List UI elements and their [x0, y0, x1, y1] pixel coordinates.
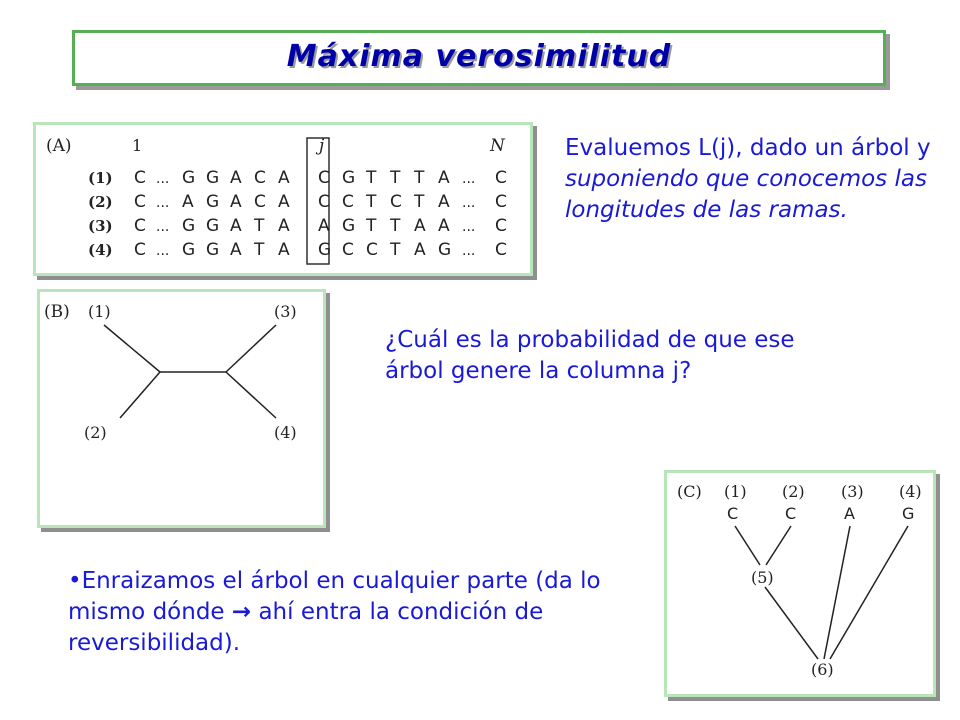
branch-4-6 [830, 526, 908, 659]
nucleotide: G [206, 168, 220, 188]
nucleotide: A [278, 192, 290, 212]
nucleotide: T [390, 168, 401, 188]
rooted-tree-branches [735, 526, 908, 659]
nucleotide: C [342, 192, 354, 212]
rooting-bullet-text [68, 566, 658, 659]
sequence-ellipsis: ... [462, 243, 476, 259]
leaf-name-1: (1) [724, 482, 747, 501]
nucleotide: A [278, 240, 290, 260]
branch-1-5 [735, 526, 760, 565]
nucleotide: A [230, 192, 242, 212]
arrow-icon: → [231, 599, 252, 625]
leaf-name-4: (4) [899, 482, 922, 501]
nucleotide: T [390, 240, 401, 260]
panel-c-label: (C) [677, 482, 702, 501]
branch-2 [120, 372, 160, 418]
sequence-ellipsis: ... [462, 171, 476, 187]
nucleotide: C [318, 168, 330, 188]
unrooted-tree-figure [40, 292, 323, 525]
nucleotide: G [206, 216, 220, 236]
branch-5-6 [765, 587, 818, 659]
nucleotide: C [134, 192, 146, 212]
nucleotide: T [254, 216, 265, 236]
nucleotide: A [230, 168, 242, 188]
nucleotide: C [495, 168, 507, 188]
nucleotide: T [366, 216, 377, 236]
leaf-label-2: (2) [84, 423, 107, 442]
leaf-base-3: A [844, 504, 855, 523]
nucleotide: A [438, 192, 450, 212]
leaf-label-1: (1) [88, 302, 111, 321]
nucleotide: C [134, 216, 146, 236]
nucleotide: C [366, 240, 378, 260]
nucleotide: G [206, 192, 220, 212]
nucleotide: T [366, 168, 377, 188]
nucleotide: G [206, 240, 220, 260]
leaf-name-2: (2) [782, 482, 805, 501]
leaf-base-4: G [902, 504, 915, 523]
title-box [72, 30, 886, 86]
rooting-text-before: •Enraizamos el árbol en cualquier parte (da lo mismo dónde [68, 568, 601, 625]
branch-1 [104, 325, 160, 372]
alignment-rows [88, 168, 507, 260]
nucleotide: T [366, 192, 377, 212]
nucleotide: G [182, 168, 196, 188]
nucleotide: A [414, 240, 426, 260]
nucleotide: G [438, 240, 452, 260]
sequence-row-label: (2) [88, 193, 113, 211]
nucleotide: A [278, 168, 290, 188]
evaluation-text-plain: Evaluemos L(j), dado un árbol y [565, 135, 931, 161]
sequence-row-label: (4) [88, 241, 113, 259]
nucleotide: A [278, 216, 290, 236]
nucleotide: A [318, 216, 330, 236]
branch-3-6 [824, 526, 850, 659]
nucleotide: C [342, 240, 354, 260]
evaluation-text-italic: suponiendo que conocemos las longitudes de las ramas. [565, 166, 927, 223]
nucleotide: A [230, 216, 242, 236]
nucleotide: G [182, 240, 196, 260]
nucleotide: T [254, 240, 265, 260]
rooting-text-after: ahí entra la condición de reversibilidad). [68, 599, 544, 656]
column-first-label: 1 [132, 136, 143, 155]
nucleotide: T [390, 216, 401, 236]
nucleotide: G [342, 168, 356, 188]
branch-3 [226, 325, 276, 372]
nucleotide: G [182, 216, 196, 236]
sequence-ellipsis: ... [156, 243, 170, 259]
sequence-ellipsis: ... [462, 219, 476, 235]
rooted-tree-figure [667, 473, 933, 694]
root-node-6: (6) [811, 660, 834, 679]
panel-a-label: (A) [46, 136, 72, 156]
sequence-row-label: (3) [88, 217, 113, 235]
nucleotide: C [495, 240, 507, 260]
evaluation-text [565, 133, 945, 226]
probability-question: ¿Cuál es la probabilidad de que ese árbol genere la columna j? [385, 327, 795, 384]
nucleotide: C [134, 240, 146, 260]
nucleotide: G [342, 216, 356, 236]
sequence-ellipsis: ... [462, 195, 476, 211]
panel-b-label: (B) [44, 302, 70, 322]
branch-4 [226, 372, 276, 418]
rooted-tree-panel [664, 470, 936, 697]
unrooted-tree-branches [104, 325, 276, 418]
nucleotide: A [438, 168, 450, 188]
nucleotide: A [230, 240, 242, 260]
leaf-base-2: C [785, 504, 797, 523]
leaf-base-1: C [727, 504, 739, 523]
nucleotide: C [495, 192, 507, 212]
nucleotide: A [414, 216, 426, 236]
nucleotide: A [182, 192, 194, 212]
branch-2-5 [766, 526, 791, 565]
nucleotide: T [414, 168, 425, 188]
leaf-name-3: (3) [841, 482, 864, 501]
page-title: Máxima verosimilitud [286, 39, 672, 74]
column-j-label: j [319, 136, 325, 156]
nucleotide: C [318, 192, 330, 212]
nucleotide: T [414, 192, 425, 212]
nucleotide: C [254, 168, 266, 188]
alignment-figure [36, 125, 530, 273]
nucleotide: C [495, 216, 507, 236]
sequence-ellipsis: ... [156, 171, 170, 187]
column-last-label: N [490, 136, 505, 156]
nucleotide: C [254, 192, 266, 212]
nucleotide: G [318, 240, 332, 260]
internal-node-5: (5) [751, 568, 774, 587]
sequence-ellipsis: ... [156, 195, 170, 211]
sequence-ellipsis: ... [156, 219, 170, 235]
leaf-label-3: (3) [274, 302, 297, 321]
nucleotide: C [390, 192, 402, 212]
nucleotide: C [134, 168, 146, 188]
leaf-label-4: (4) [274, 423, 297, 442]
sequence-row-label: (1) [88, 169, 113, 187]
unrooted-tree-panel [37, 289, 326, 528]
nucleotide: A [438, 216, 450, 236]
alignment-panel [33, 122, 533, 276]
